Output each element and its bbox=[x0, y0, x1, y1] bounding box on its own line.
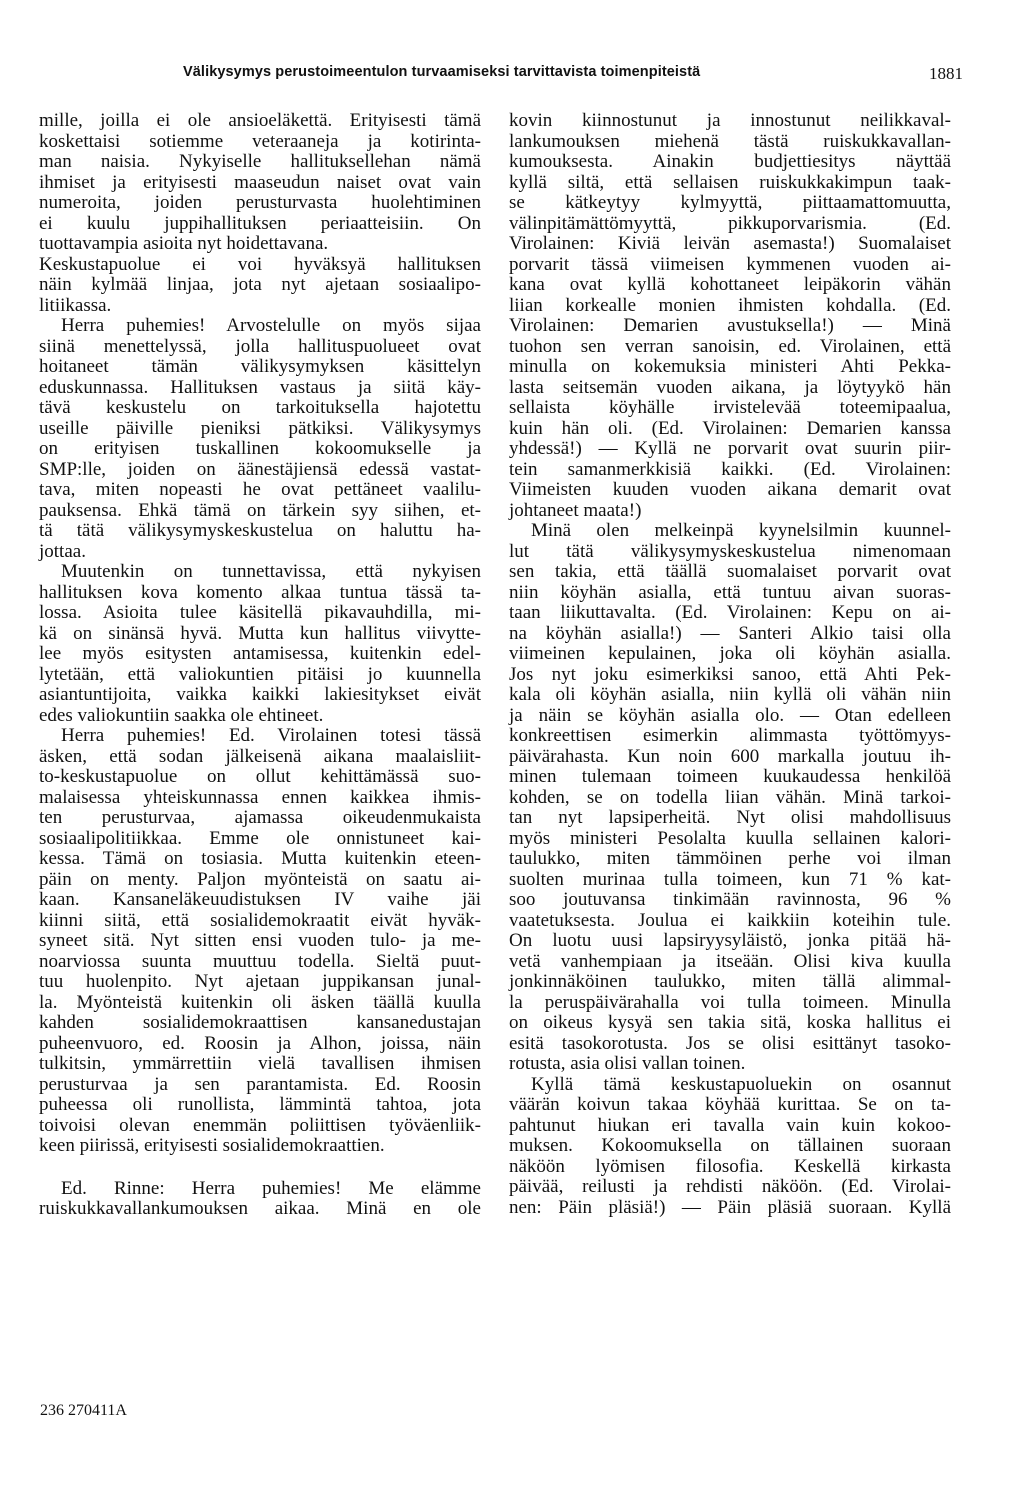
text-line: johtaneet maata!) bbox=[509, 499, 642, 521]
text-line: eduskunnassa. Hallituksen vastaus ja siitä käy- bbox=[39, 376, 481, 398]
text-line: lankumouksen miehenä tästä ruiskukkavallan- bbox=[509, 130, 951, 152]
text-line: Viimeisten kuuden vuoden aikana demarit ovat bbox=[509, 479, 951, 500]
text-line: ihmiset ja erityisesti maaseudun naiset ovat vain bbox=[39, 171, 481, 193]
text-line: Virolainen: Kiviä leivän asemasta!) Suomalaiset bbox=[509, 233, 951, 254]
text-line: na köyhän asialla!) — Santeri Alkio taisi olla bbox=[509, 622, 951, 644]
text-line: Ed. Rinne: Herra puhemies! Me elämme bbox=[61, 1177, 481, 1199]
text-line: kumouksesta. Ainakin budjettiesitys näyttää bbox=[509, 151, 951, 172]
text-line: näin kylmää linjaa, jota nyt ajetaan sosiaalipo- bbox=[39, 274, 481, 295]
text-line: tan nyt lapsiperheitä. Nyt olisi mahdollisuus bbox=[509, 807, 951, 828]
text-line: päin on menty. Paljon myönteistä on saatu ai- bbox=[39, 868, 481, 890]
footer-code: 236 270411A bbox=[40, 1402, 127, 1419]
text-line: tuu huolenpito. Nyt ajetaan juppikansan junal- bbox=[39, 971, 481, 992]
text-line: tava, miten nopeasti he ovat pettäneet vaalilu- bbox=[39, 479, 481, 500]
text-line: pahtunut hiukan eri tavalla vain kuin kokoo- bbox=[509, 1114, 951, 1136]
text-line: tulkitsin, ymmärrettiin vielä tavallisen ihmisen bbox=[39, 1053, 481, 1074]
text-line: puheessa oli runollista, lämmintä tahtoa, jota bbox=[39, 1094, 481, 1115]
text-line: keen piirissä, erityisesti sosialidemokraattien. bbox=[39, 1135, 385, 1156]
text-line: tä tätä välikysymyskeskustelua on haluttu ha- bbox=[39, 520, 481, 541]
text-line: äsken, että sodan jälkeisenä aikana maalaisliit- bbox=[39, 745, 481, 767]
text-line: soo joutuvansa tinkimään ravinnosta, 96 % bbox=[509, 889, 951, 910]
text-line: porvarit tässä viimeisen kymmenen vuoden ai- bbox=[509, 253, 951, 275]
text-line: lossa. Asioita tulee käsitellä pikavauhdilla, mi- bbox=[39, 602, 481, 623]
text-line: lee myös esitysten antamisessa, kuitenkin edel- bbox=[39, 643, 481, 664]
text-line: kessa. Tämä on tosiasia. Mutta kuitenkin eteen- bbox=[39, 848, 481, 869]
text-line: Jos nyt joku esimerkiksi sanoo, että Ahti Pek- bbox=[509, 663, 951, 685]
running-title: Välikysymys perustoimeentulon turvaamiseksi tarvittavista toimenpiteistä bbox=[183, 64, 701, 80]
text-column-right bbox=[509, 111, 951, 1218]
text-line: Kyllä tämä keskustapuoluekin on osannut bbox=[531, 1073, 951, 1095]
text-line: hallituksen kova komento alkaa tuntua tässä ta- bbox=[39, 581, 481, 603]
text-line: pauksensa. Ehkä tämä on tärkein syy siihen, et- bbox=[39, 499, 481, 521]
text-line: noarviossa suunta muuttuu todella. Sieltä puut- bbox=[39, 950, 481, 972]
text-line: tuottavampia asioita nyt hoidettavana. bbox=[39, 233, 329, 254]
page-header bbox=[183, 64, 963, 90]
text-line: lasta seitsemän vuoden aikana, ja löytyykö hän bbox=[509, 376, 951, 398]
text-line: numeroita, joiden perusturvasta huolehtiminen bbox=[39, 192, 481, 213]
text-line: yhdessä!) — Kyllä ne porvarit ovat suurin piir- bbox=[509, 438, 951, 459]
text-line: ruiskukkavallankumouksen aikaa. Minä en ole bbox=[39, 1198, 481, 1219]
text-line: kala oli köyhän asialla, niin kyllä oli vähän niin bbox=[509, 684, 951, 705]
text-line: lut tätä välikysymyskeskustelua nimenomaan bbox=[509, 540, 951, 562]
text-line: konkreettisen esimerkin alimmasta työttömyys- bbox=[509, 725, 951, 746]
text-line: kana ovat kyllä kohottaneet leipäkorin vähän bbox=[509, 274, 951, 295]
text-line: Keskustapuolue ei voi hyväksyä hallituksen bbox=[39, 253, 481, 275]
text-line: kovin kiinnostunut ja innostunut neilikkaval- bbox=[509, 110, 951, 131]
text-line: SMP:lle, joiden on äänestäjiensä edessä vastat- bbox=[39, 458, 481, 480]
text-line: mille, joilla ei ole ansioeläkettä. Erityisesti tämä bbox=[39, 110, 481, 131]
page-number: 1881 bbox=[929, 64, 963, 83]
text-line: Herra puhemies! Arvostelulle on myös sijaa bbox=[61, 315, 481, 336]
text-line: jonkinnäköinen taulukko, miten tällä alimmal- bbox=[509, 971, 951, 992]
text-line: sellaista köyhälle irvistelevää toteemipaalua, bbox=[509, 397, 951, 418]
text-line: hoitaneet tämän välikysymyksen käsittelyn bbox=[39, 356, 481, 377]
text-line: nen: Päin pläsiä!) — Päin pläsiä suoraan. Kyllä bbox=[509, 1196, 951, 1218]
text-line: niin köyhän asialla, että tuntuu aivan suoras- bbox=[509, 581, 951, 603]
text-line: toivoisi olevan enemmän poliittisen työväenliik- bbox=[39, 1114, 481, 1136]
text-line: vetä vanhempiaan ja itseään. Olisi kiva kuulla bbox=[509, 950, 951, 972]
text-line: esitä tasokorotusta. Jos se olisi esittänyt tasoko- bbox=[509, 1032, 951, 1054]
text-line: kuin hän oli. (Ed. Virolainen: Demarien kanssa bbox=[509, 417, 951, 439]
text-line: koskettaisi sotiemme veteraaneja ja kotirinta- bbox=[39, 130, 481, 152]
text-line: kahden sosialidemokraattisen kansanedustajan bbox=[39, 1012, 481, 1033]
text-line: tävä keskustelu on tarkoituksella hajotettu bbox=[39, 397, 481, 418]
text-line: jottaa. bbox=[39, 540, 86, 562]
text-line: man naisia. Nykyiselle hallituksellehan nämä bbox=[39, 151, 481, 172]
text-line: On luotu uusi lapsiryysyläistö, jonka pitää hä- bbox=[509, 930, 951, 951]
text-line: kohden, se on todella liian vähän. Minä tarkoi- bbox=[509, 786, 951, 808]
text-line: sosiaalipolitiikkaa. Emme ole onnistuneet kai- bbox=[39, 827, 481, 849]
text-line: väärän koivun takaa köyhää kurittaa. Se on ta- bbox=[509, 1094, 951, 1115]
text-line: perusturvaa ja sen parantamista. Ed. Roosin bbox=[39, 1073, 481, 1095]
text-line: taulukko, miten tämmöinen perhe voi ilman bbox=[509, 848, 951, 869]
text-line: Minä olen melkeinpä kyynelsilmin kuunnel- bbox=[531, 520, 951, 541]
text-line: on erityisen tuskallinen kokoomukselle ja bbox=[39, 438, 481, 459]
text-line: Muutenkin on tunnettavissa, että nykyisen bbox=[61, 561, 481, 582]
text-line: la peruspäivärahalla voi tulla toimeen. Minulla bbox=[509, 991, 951, 1013]
text-line: siinä menettelyssä, jolla hallituspuolueet ovat bbox=[39, 335, 481, 357]
text-column-left bbox=[39, 111, 481, 1220]
text-line: syneet sitä. Nyt sitten ensi vuoden tulo- ja me- bbox=[39, 930, 481, 951]
text-line: sen takia, että täällä suomalaiset porvarit ovat bbox=[509, 561, 951, 582]
text-line: muksen. Kokoomuksella on tällainen suoraan bbox=[509, 1135, 951, 1156]
text-line: minen tulemaan toimeen kuukaudessa henkilöä bbox=[509, 766, 951, 787]
text-line: tein samanmerkkisiä kaikki. (Ed. Virolainen: bbox=[509, 458, 951, 480]
text-line bbox=[39, 1157, 481, 1179]
text-line: liian korkealle monien ihmisten kohdalla. (Ed. bbox=[509, 294, 951, 316]
text-line: näköön lyömisen filosofia. Keskellä kirkasta bbox=[509, 1155, 951, 1177]
text-line: litiikassa. bbox=[39, 294, 112, 316]
text-line: kiinni siitä, että sosialidemokraatit eivät hyväk- bbox=[39, 909, 481, 931]
text-line: la. Myönteistä kuitenkin oli äsken täällä kuulla bbox=[39, 991, 481, 1013]
text-line: se kätkeytyy kylmyyttä, piittaamattomuutta, bbox=[509, 192, 951, 213]
text-line: to-keskustapuolue on ollut kehittämässä suo- bbox=[39, 766, 481, 787]
text-line: ei kuulu juppihallituksen periaatteisiin. On bbox=[39, 212, 481, 234]
text-line: malaisessa yhteiskunnassa ennen kaikkea ihmis- bbox=[39, 786, 481, 808]
text-line: minulla on kokemuksia ministeri Ahti Pekka- bbox=[509, 356, 951, 377]
text-line: välinpitämättömyyttä, pikkuporvarismia. (Ed. bbox=[509, 212, 951, 234]
text-line: päivärahasta. Kun noin 600 markalla joutuu ih- bbox=[509, 745, 951, 767]
text-line: taan liikuttavalta. (Ed. Virolainen: Kepu on ai- bbox=[509, 602, 951, 623]
text-line: tuohon sen verran sanoisin, ed. Virolainen, että bbox=[509, 335, 951, 357]
text-line: lytetään, että valiokuntien pitäisi jo kuunnella bbox=[39, 663, 481, 685]
text-line: Herra puhemies! Ed. Virolainen totesi tässä bbox=[61, 725, 481, 746]
text-line: myös ministeri Pesolalta kuulla sellainen kalori- bbox=[509, 827, 951, 849]
text-line: on oikeus kysyä sen takia sitä, koska hallitus ei bbox=[509, 1012, 951, 1033]
text-line: kä on sinänsä hyvä. Mutta kun hallitus viivytte- bbox=[39, 622, 481, 644]
text-line: puheenvuoro, ed. Roosin ja Alhon, joissa, näin bbox=[39, 1032, 481, 1054]
text-line: viimeinen kepulainen, joka oli köyhän asialla. bbox=[509, 643, 951, 664]
text-line: ten perusturvaa, ajamassa oikeudenmukaista bbox=[39, 807, 481, 828]
text-line: edes valiokuntiin saakka ole ehtineet. bbox=[39, 704, 324, 726]
text-line: suolten murinaa tulla toimeen, kun 71 % kat- bbox=[509, 868, 951, 890]
text-line: useille päiville pieniksi pätkiksi. Välikysymys bbox=[39, 417, 481, 439]
text-line: Virolainen: Demarien avustuksella!) — Minä bbox=[509, 315, 951, 336]
text-line: päivää, reilusti ja rehdisti näköön. (Ed. Virolai- bbox=[509, 1176, 951, 1197]
text-line: kaan. Kansaneläkeuudistuksen IV vaihe jäi bbox=[39, 889, 481, 910]
text-line: asiantuntijoita, vaikka kaikki lakiesitykset eivät bbox=[39, 684, 481, 705]
text-line: ja näin se köyhän asialla olo. — Otan edelleen bbox=[509, 704, 951, 726]
text-line: vaatetuksesta. Joulua ei kaikkiin koteihin tule. bbox=[509, 909, 951, 931]
text-line: rotusta, asia olisi vallan toinen. bbox=[509, 1053, 746, 1074]
text-line: kyllä siltä, että sellaisen ruiskukkakimpun taak- bbox=[509, 171, 951, 193]
